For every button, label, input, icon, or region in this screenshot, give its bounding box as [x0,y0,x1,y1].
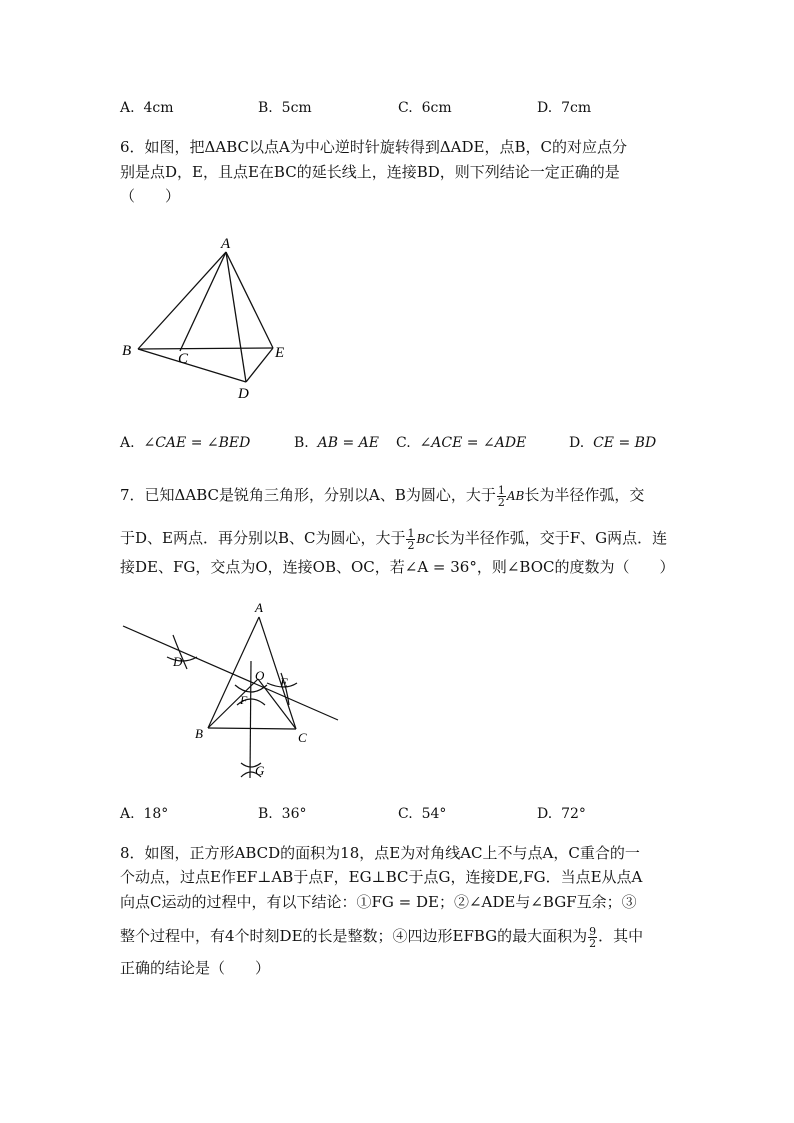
q6-option-c[interactable]: C. ∠ACE = ∠ADE [396,435,527,451]
q7-line-2: 于D、E两点．再分别以B、C为圆心，大于 $\frac{1}{2}$ BC长为半径作弧，交于F、G两点．连 [120,526,668,552]
q7-figure [115,595,350,785]
label-b: B [122,343,132,359]
q8-line-3: 向点C运动的过程中，有以下结论：①FG = DE；②∠ADE与∠BGF互余；③ [120,893,637,911]
fraction-half: $\frac{1}{2}$ [497,483,505,509]
label-e: E [275,345,285,361]
segment-bd [138,349,246,382]
q5-option-b[interactable]: B. 5cm [258,100,312,116]
q7-option-b[interactable]: B. 36° [258,806,307,822]
q7-option-c[interactable]: C. 54° [398,806,447,822]
label-o: O [255,668,265,683]
q6-option-b[interactable]: B. AB = AE [294,435,380,451]
q6-line-3: （ ） [120,187,181,205]
q6-option-a[interactable]: A. ∠CAE = ∠BED [120,435,251,451]
label-c: C [178,351,189,367]
q7-option-a[interactable]: A. 18° [120,806,169,822]
q7-option-d[interactable]: D. 72° [537,806,586,822]
label-d: D [238,386,249,402]
segment-de [246,348,273,382]
q5-option-c[interactable]: C. 6cm [398,100,452,116]
q7-line-1: 7．已知ΔABC是锐角三角形，分别以A、B为圆心，大于 $\frac{1}{2}$ AB长为半径作弧，交 [120,483,645,509]
q5-option-a[interactable]: A. 4cm [120,100,174,116]
label-d: D [173,654,183,669]
q6-option-d[interactable]: D. CE = BD [569,435,657,451]
label-b: B [195,726,203,741]
fraction-nine-halves: $\frac{9}{2}$ [589,924,597,950]
segment-ac [259,617,296,729]
segment-ac [180,252,226,351]
segment-be [138,348,273,349]
q5-option-d[interactable]: D. 7cm [537,100,592,116]
q6-line-2: 别是点D，E，且点E在BC的延长线上，连接BD，则下列结论一定正确的是 [120,163,620,181]
label-a: A [221,236,231,252]
q6-figure [110,230,310,405]
q6-line-1: 6．如图，把ΔABC以点A为中心逆时针旋转得到ΔADE，点B，C的对应点分 [120,138,627,156]
label-e: E [280,675,288,690]
q8-line-2: 个动点，过点E作EF⊥AB于点F，EG⊥BC于点G，连接DE,FG．当点E从点A [120,868,643,886]
label-g: G [255,763,265,778]
line-fg [250,661,251,778]
label-f: F [240,693,248,707]
q8-line-4: 整个过程中，有4个时刻DE的长是整数；④四边形EFBG的最大面积为 $\frac{9}{2}$ ．其中 [120,924,644,950]
segment-ab [138,252,226,349]
segment-bc [208,728,296,729]
label-c: C [298,730,307,745]
q8-line-5: 正确的结论是（ ） [120,959,271,977]
q8-line-1: 8．如图，正方形ABCD的面积为18，点E为对角线AC上不与点A，C重合的一 [120,844,640,862]
q7-line-3: 接DE、FG，交点为O，连接OB、OC，若∠A = 36°，则∠BOC的度数为（ ） [120,558,675,576]
fraction-half: $\frac{1}{2}$ [407,526,415,552]
label-a: A [255,600,263,615]
